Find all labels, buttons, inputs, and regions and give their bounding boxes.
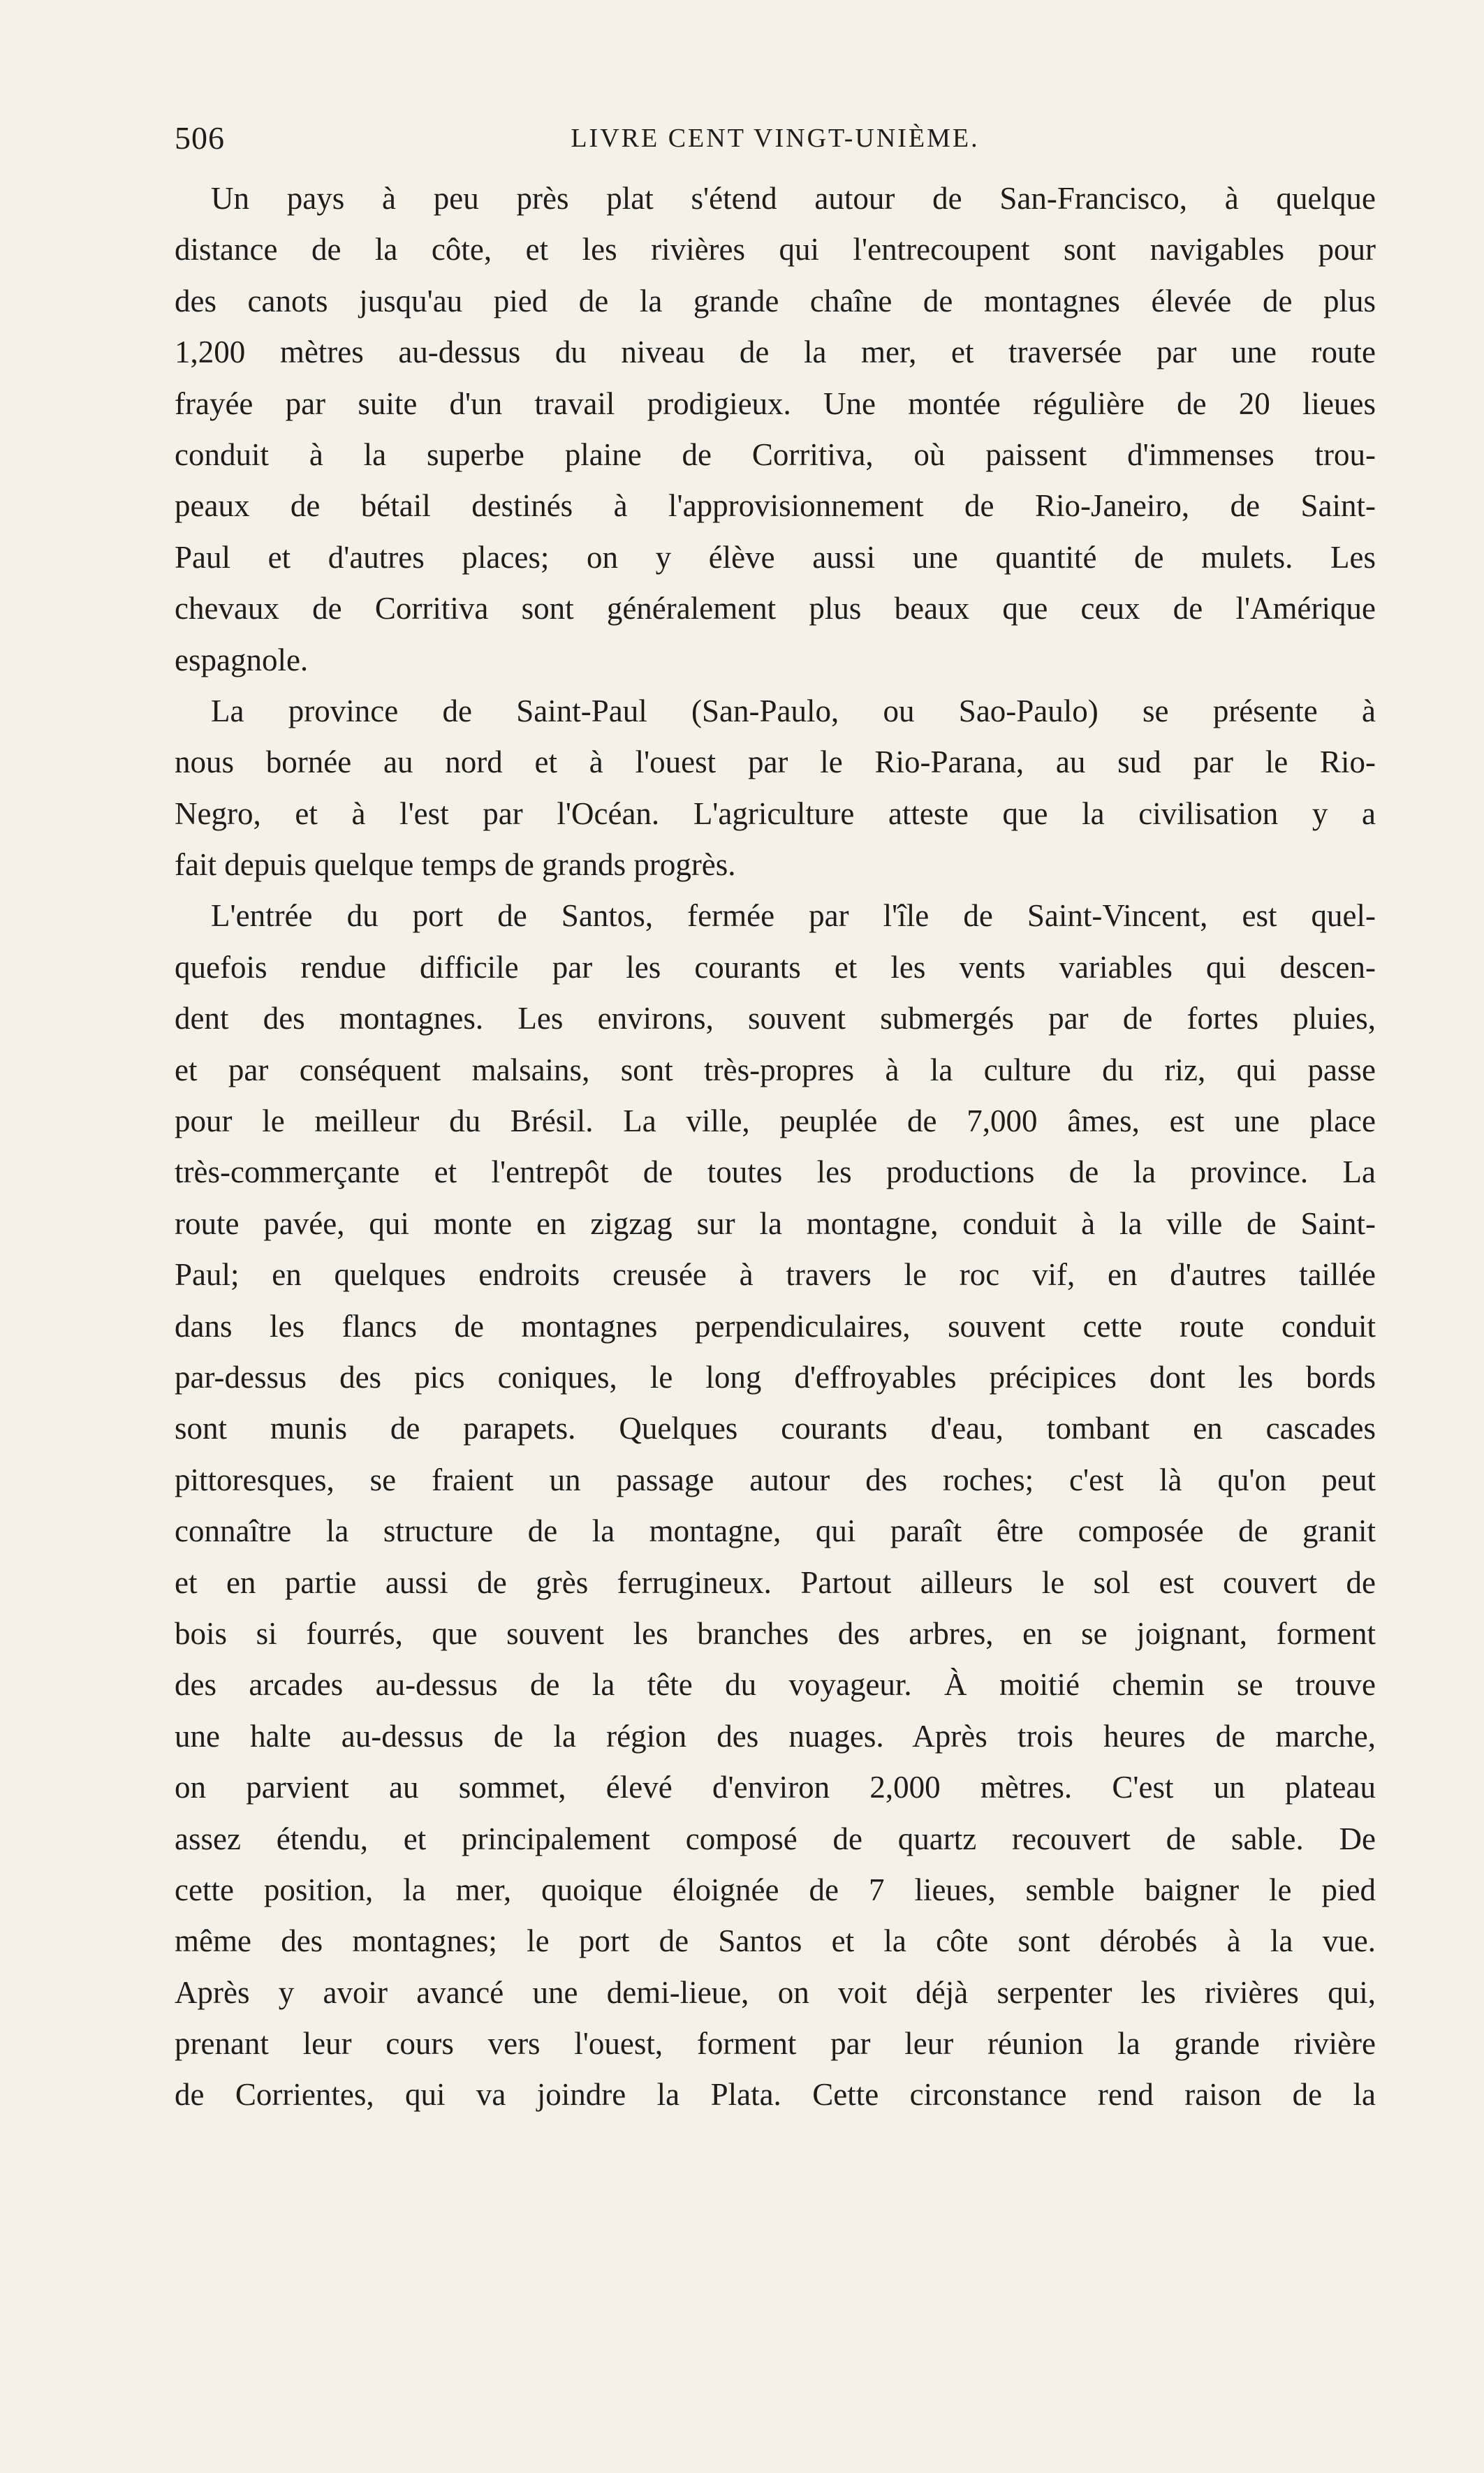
text-line: Un pays à peu près plat s'étend autour de San-Francisco, à quelque bbox=[211, 181, 1376, 216]
text-line: des canots jusqu'au pied de la grande chaîne de montagnes élevée de plus bbox=[175, 283, 1376, 318]
text-line: espagnole. bbox=[175, 642, 309, 677]
text-line: de Corrientes, qui va joindre la Plata. Cette circonstance rend raison de la bbox=[175, 2077, 1376, 2113]
text-line: et par conséquent malsains, sont très-propres à la culture du riz, qui passe bbox=[175, 1052, 1376, 1087]
text-line: route pavée, qui monte en zigzag sur la montagne, conduit à la ville de Saint- bbox=[175, 1205, 1376, 1241]
text-line: Après y avoir avancé une demi-lieue, on voit déjà serpenter les rivières qui, bbox=[175, 1974, 1376, 2010]
text-line: même des montagnes; le port de Santos et la côte sont dérobés à la vue. bbox=[175, 1923, 1376, 1959]
text-line: L'entrée du port de Santos, fermée par l'île de Saint-Vincent, est quel- bbox=[211, 898, 1376, 934]
text-line: on parvient au sommet, élevé d'environ 2,000 mètres. C'est un plateau bbox=[175, 1770, 1376, 1805]
page-number: 506 bbox=[175, 120, 225, 156]
text-line: des arcades au-dessus de la tête du voyageur. À moitié chemin se trouve bbox=[175, 1667, 1376, 1703]
running-head: LIVRE CENT VINGT-UNIÈME. bbox=[571, 124, 980, 153]
text-line: très-commerçante et l'entrepôt de toutes les productions de la province. La bbox=[175, 1154, 1376, 1190]
text-line: sont munis de parapets. Quelques courants d'eau, tombant en cascades bbox=[175, 1411, 1376, 1446]
text-line: 1,200 mètres au-dessus du niveau de la mer, et traversée par une route bbox=[175, 335, 1376, 370]
text-line: quefois rendue difficile par les courants et les vents variables qui descen- bbox=[175, 949, 1376, 985]
text-line: pittoresques, se fraient un passage autour des roches; c'est là qu'on peut bbox=[175, 1462, 1376, 1497]
page-header bbox=[175, 117, 1376, 159]
text-line: dent des montagnes. Les environs, souvent submergés par de fortes pluies, bbox=[175, 1001, 1376, 1036]
body-text bbox=[175, 173, 1376, 2121]
text-line: chevaux de Corritiva sont généralement plus beaux que ceux de l'Amérique bbox=[175, 591, 1376, 626]
text-line: nous bornée au nord et à l'ouest par le Rio-Parana, au sud par le Rio- bbox=[175, 744, 1376, 780]
text-line: Paul et d'autres places; on y élève aussi une quantité de mulets. Les bbox=[175, 539, 1376, 575]
text-line: et en partie aussi de grès ferrugineux. Partout ailleurs le sol est couvert de bbox=[175, 1564, 1376, 1600]
text-line: prenant leur cours vers l'ouest, forment par leur réunion la grande rivière bbox=[175, 2026, 1376, 2062]
text-line: dans les flancs de montagnes perpendiculaires, souvent cette route conduit bbox=[175, 1308, 1376, 1344]
text-line: bois si fourrés, que souvent les branches des arbres, en se joignant, forment bbox=[175, 1615, 1376, 1651]
text-line: par-dessus des pics coniques, le long d'effroyables précipices dont les bords bbox=[175, 1359, 1376, 1395]
text-line: frayée par suite d'un travail prodigieux. Une montée régulière de 20 lieues bbox=[175, 386, 1376, 421]
text-line: peaux de bétail destinés à l'approvisionnement de Rio-Janeiro, de Saint- bbox=[175, 488, 1376, 524]
text-line: Negro, et à l'est par l'Océan. L'agriculture atteste que la civilisation y a bbox=[175, 795, 1376, 831]
text-line: La province de Saint-Paul (San-Paulo, ou Sao-Paulo) se présente à bbox=[211, 693, 1376, 728]
text-line: connaître la structure de la montagne, qui paraît être composée de granit bbox=[175, 1513, 1376, 1549]
text-line: assez étendu, et principalement composé de quartz recouvert de sable. De bbox=[175, 1821, 1376, 1856]
text-line: conduit à la superbe plaine de Corritiva, où paissent d'immenses trou- bbox=[175, 436, 1376, 472]
text-line: fait depuis quelque temps de grands progrès. bbox=[175, 847, 736, 883]
text-line: cette position, la mer, quoique éloignée de 7 lieues, semble baigner le pied bbox=[175, 1872, 1376, 1907]
text-line: une halte au-dessus de la région des nuages. Après trois heures de marche, bbox=[175, 1718, 1376, 1754]
text-line: Paul; en quelques endroits creusée à travers le roc vif, en d'autres taillée bbox=[175, 1257, 1376, 1293]
text-line: pour le meilleur du Brésil. La ville, peuplée de 7,000 âmes, est une place bbox=[175, 1103, 1376, 1139]
text-line: distance de la côte, et les rivières qui l'entrecoupent sont navigables pour bbox=[175, 232, 1376, 267]
